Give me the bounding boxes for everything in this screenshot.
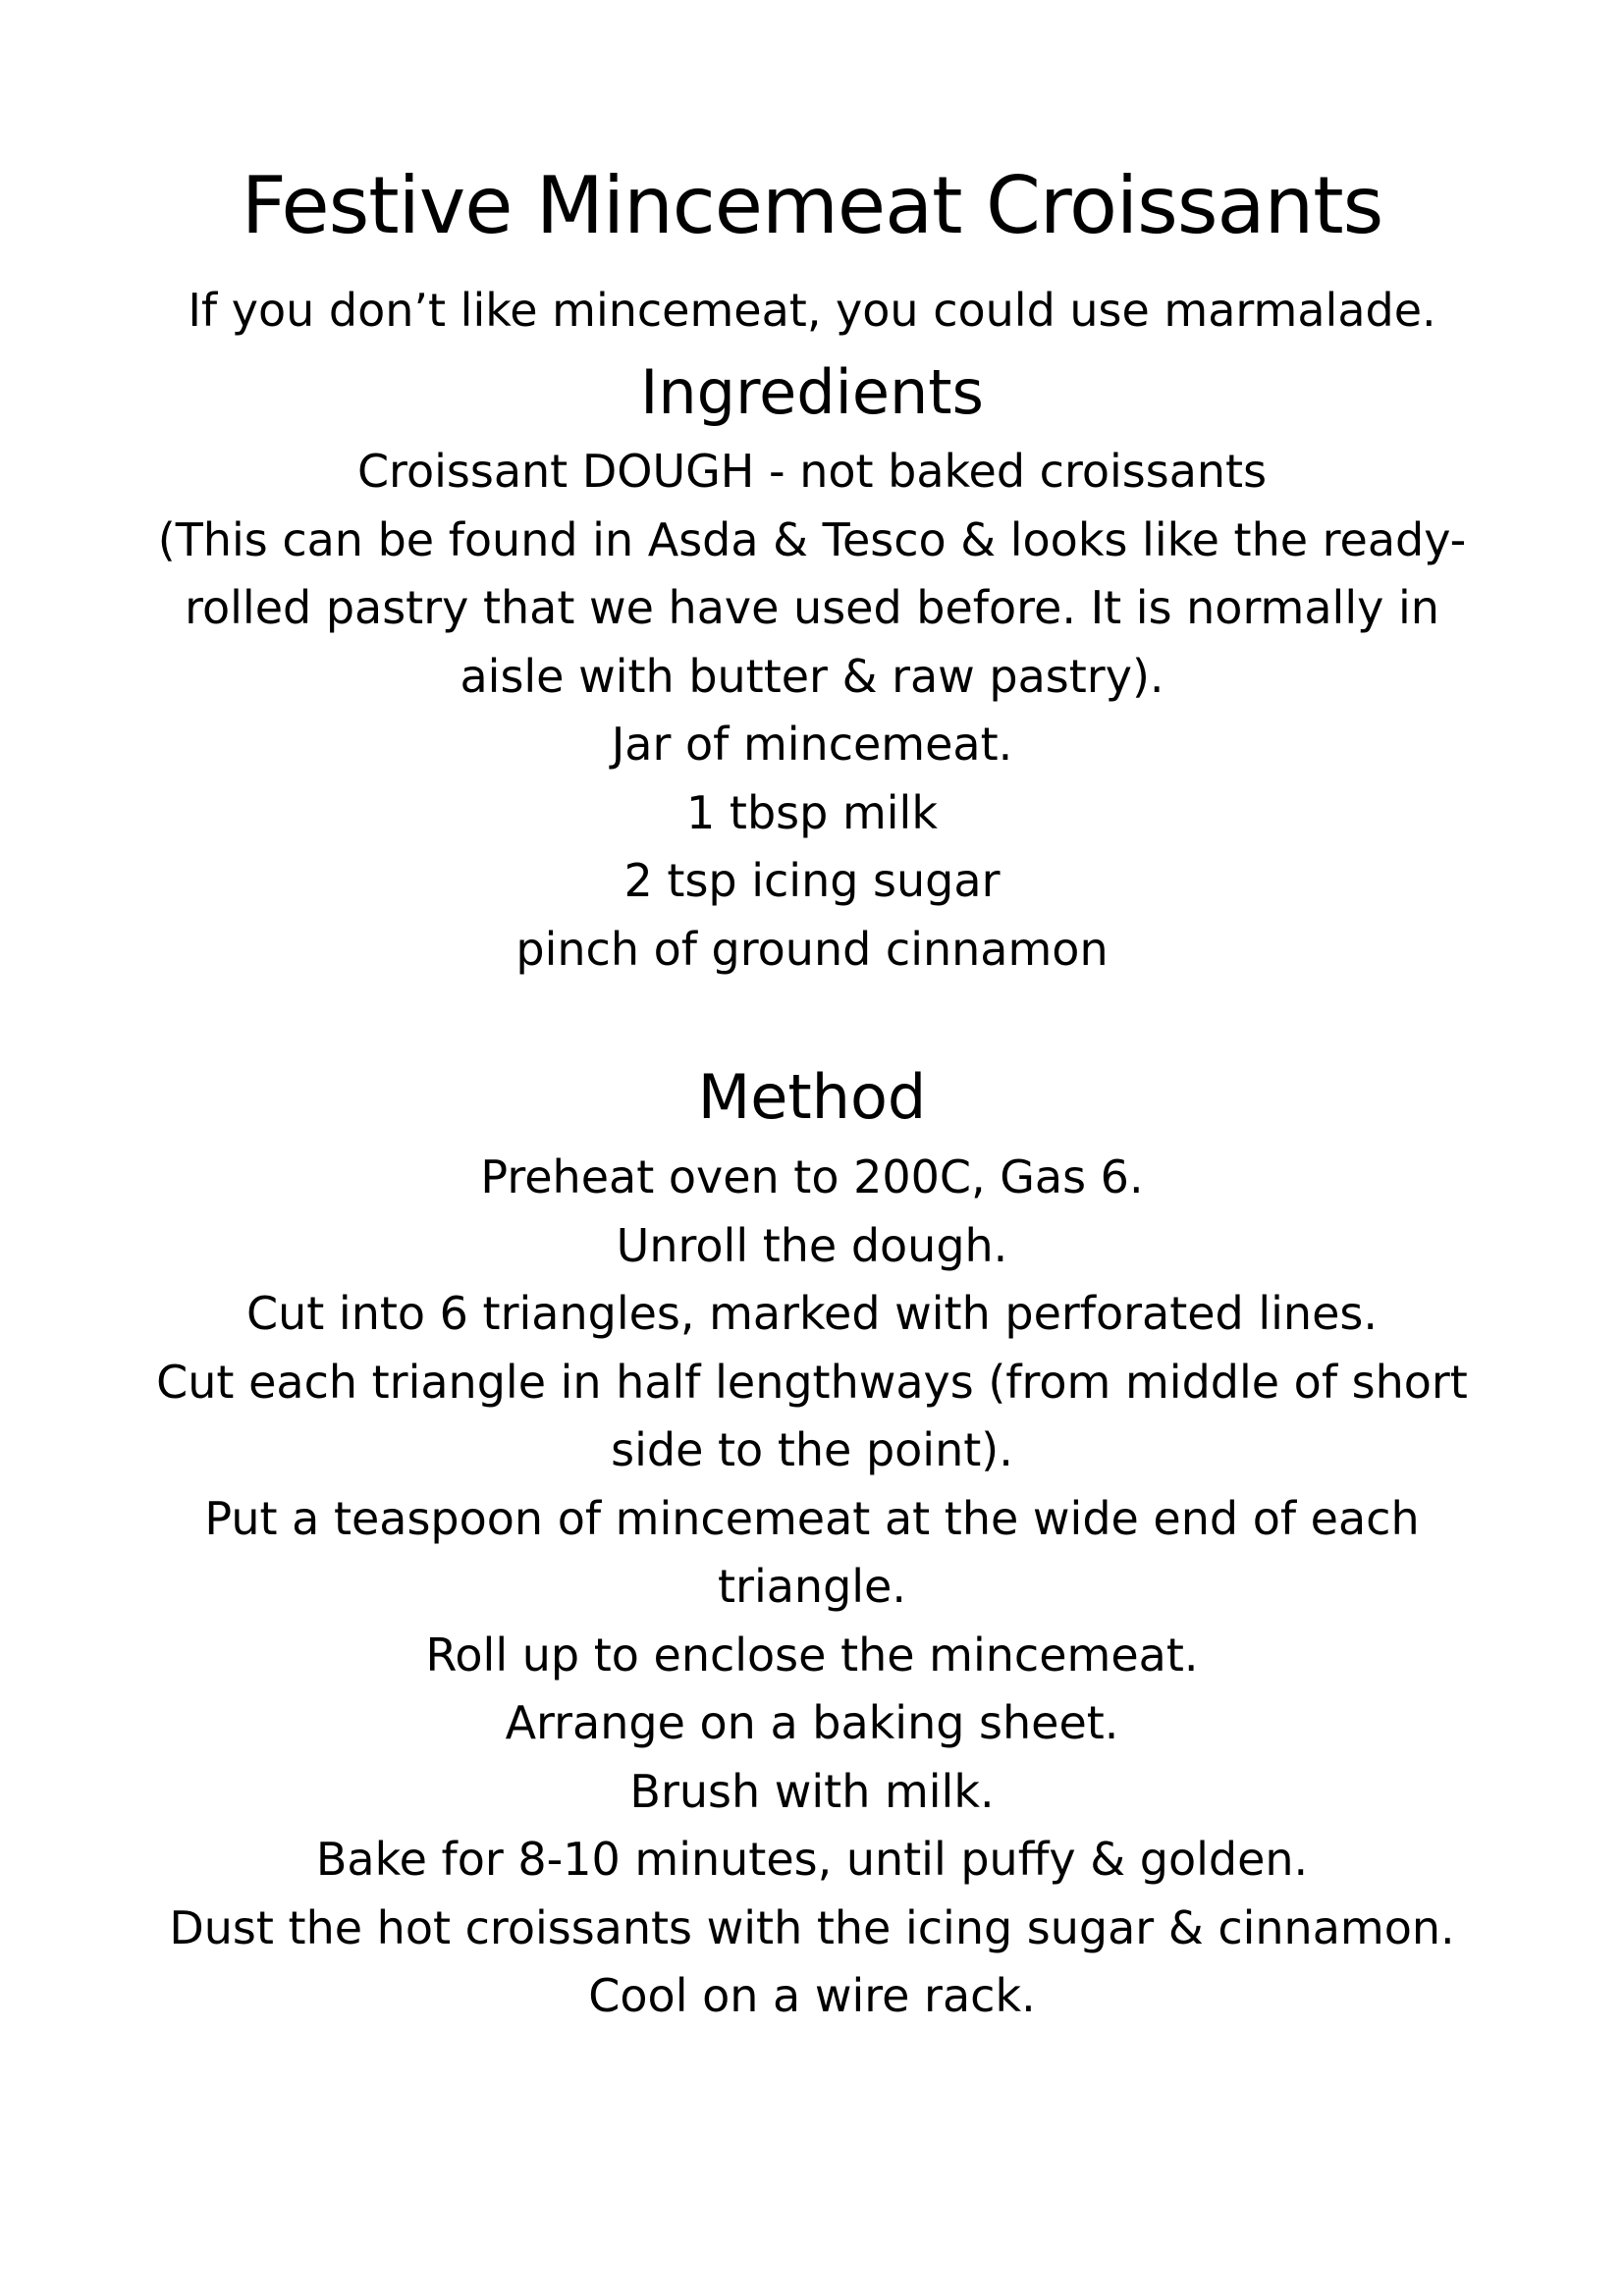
- ingredient-item: Jar of mincemeat.: [611, 718, 1013, 771]
- method-step: Brush with milk.: [629, 1764, 995, 1818]
- method-step: Bake for 8-10 minutes, until puffy & golden.: [315, 1833, 1309, 1886]
- method-step: Dust the hot croissants with the icing sugar & cinnamon.: [169, 1900, 1455, 1954]
- ingredient-item: pinch of ground cinnamon: [515, 922, 1109, 976]
- ingredients-heading: Ingredients: [640, 356, 984, 428]
- ingredient-item: 2 tsp icing sugar: [623, 854, 1001, 907]
- recipe-title: Festive Mincemeat Croissants: [241, 160, 1383, 251]
- method-list: [147, 1144, 1477, 2031]
- ingredient-item: (This can be found in Asda & Tesco & looks like the ready-rolled pastry that we have used before. It is normally in aisle with butter & raw pastry).: [157, 512, 1467, 703]
- method-step: Roll up to enclose the mincemeat.: [425, 1628, 1199, 1682]
- method-step: Unroll the dough.: [616, 1218, 1008, 1272]
- method-step: Cut each triangle in half lengthways (from middle of short side to the point).: [156, 1355, 1468, 1476]
- method-step: Arrange on a baking sheet.: [505, 1696, 1119, 1749]
- method-step: Cut into 6 triangles, marked with perforated lines.: [246, 1287, 1378, 1340]
- ingredient-item: 1 tbsp milk: [686, 785, 938, 839]
- method-step: Preheat oven to 200C, Gas 6.: [480, 1150, 1144, 1203]
- ingredients-list: [147, 438, 1477, 984]
- recipe-subtitle: If you don’t like mincemeat, you could use marmalade.: [188, 284, 1436, 337]
- ingredient-item: Croissant DOUGH - not baked croissants: [356, 445, 1268, 498]
- method-step: Put a teaspoon of mincemeat at the wide end of each triangle.: [204, 1491, 1420, 1613]
- method-heading: Method: [697, 1061, 927, 1133]
- method-step: Cool on a wire rack.: [588, 1969, 1036, 2022]
